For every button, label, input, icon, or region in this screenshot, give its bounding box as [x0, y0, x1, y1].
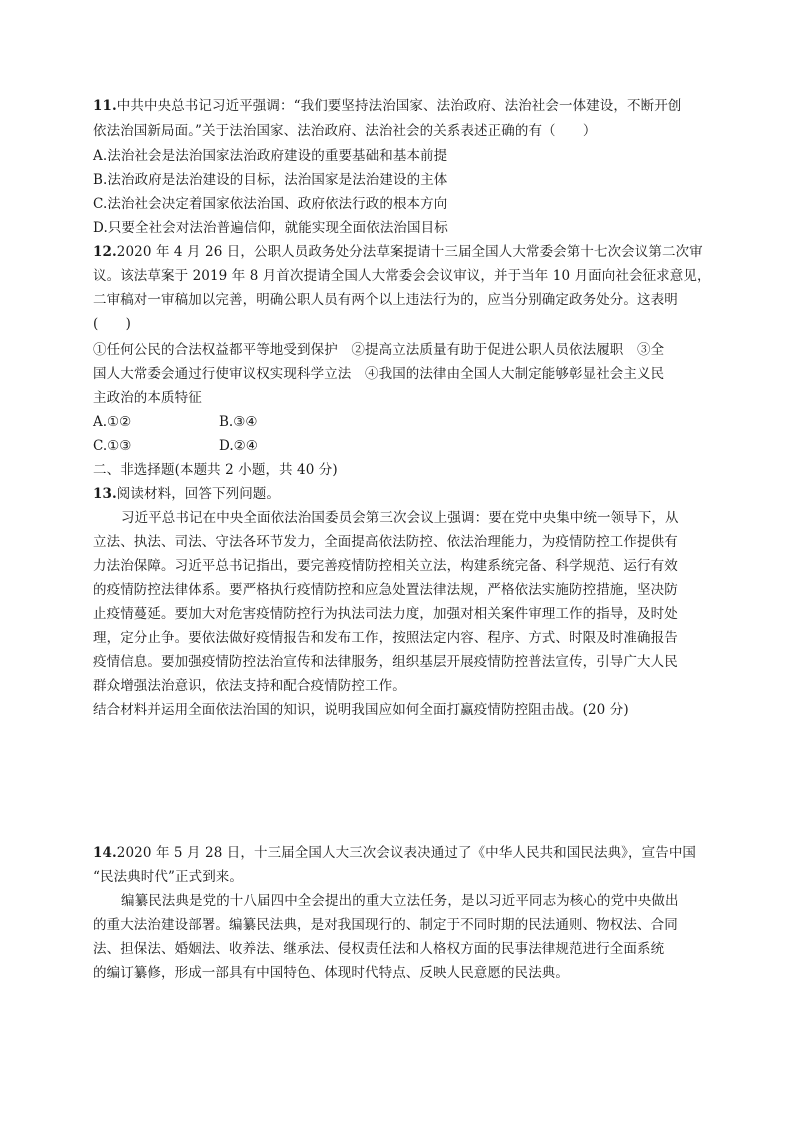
q11-stem-line2: 依法治国新局面。”关于法治国家、法治政府、法治社会的关系表述正确的有（ ）	[93, 123, 597, 139]
section2-heading: 二、非选择题(本题共 2 小题，共 40 分)	[93, 462, 338, 478]
q13-material-line: 止疫情蔓延。要加大对危害疫情防控行为执法司法力度，加强对相关案件审理工作的指导，及时处	[93, 606, 678, 622]
q14-material-line: 编纂民法典是党的十八届四中全会提出的重大立法任务，是以习近平同志为核心的党中央做出	[121, 893, 679, 909]
q11-number: 11.	[93, 98, 117, 114]
q13-material-line: 力法治保障。习近平总书记指出，要完善疫情防控相关立法，构建系统完备、科学规范、运行有效	[93, 558, 678, 574]
q13-number: 13.	[93, 486, 117, 502]
q11-stem-line1	[93, 96, 681, 116]
q12-answer-blank: ( )	[93, 316, 131, 332]
q12-stem-text1: 2020 年 4 月 26 日，公职人员政务处分法草案提请十三届全国人大常委会第十七次会议第二次审	[116, 244, 703, 260]
q12-statements-line3: 主政治的本质特征	[93, 390, 202, 406]
q13-material-line: 习近平总书记在中央全面依法治国委员会第三次会议上强调：要在党中央集中统一领导下，从	[121, 510, 679, 526]
q14-stem-line1	[93, 843, 696, 863]
q12-option-c: C.①③	[93, 438, 132, 454]
q14-material-line: 法、担保法、婚姻法、收养法、继承法、侵权责任法和人格权方面的民事法律规范进行全面系统	[93, 941, 665, 957]
q13-question: 结合材料并运用全面依法治国的知识，说明我国应如何全面打赢疫情防控阻击战。(20 分)	[93, 702, 629, 718]
q12-option-d: D.②④	[219, 438, 258, 454]
q14-number: 14.	[93, 845, 117, 861]
q14-material-line: 的编订纂修，形成一部具有中国特色、体现时代特点、反映人民意愿的民法典。	[93, 965, 569, 981]
q12-statements-line1: ①任何公民的合法权益都平等地受到保护 ②提高立法质量有助于促进公职人员依法履职 ③全	[93, 342, 665, 358]
q11-stem-text1: 中共中央总书记习近平强调：“我们要坚持法治国家、法治政府、法治社会一体建设，不断开创	[116, 98, 682, 114]
q12-option-b: B.③④	[219, 414, 258, 430]
q13-material-line: 理，定分止争。要依法做好疫情报告和发布工作，按照法定内容、程序、方式、时限及时准确报告	[93, 630, 678, 646]
q12-number: 12.	[93, 244, 117, 260]
q13-prompt: 阅读材料，回答下列问题。	[116, 486, 280, 502]
q11-option-b: B.法治政府是法治建设的目标，法治国家是法治建设的主体	[93, 172, 448, 188]
q12-stem-line1	[93, 242, 703, 262]
q12-stem-line3: 二审稿对一审稿加以完善，明确公职人员有两个以上违法行为的，应当分别确定政务处分。这表明	[93, 292, 678, 308]
q14-stem-line2: “民法典时代”正式到来。	[93, 869, 244, 885]
q12-option-a: A.①②	[93, 414, 132, 430]
q12-stem-line2: 议。该法草案于 2019 年 8 月首次提请全国人大常委会会议审议，并于当年 10 月面向社会征求意见，	[93, 268, 711, 284]
q12-statements-line2: 国人大常委会通过行使审议权实现科学立法 ④我国的法律由全国人大制定能够彰显社会主义民	[93, 366, 665, 382]
q13-material-line: 立法、执法、司法、守法各环节发力，全面提高依法防控、依法治理能力，为疫情防控工作提供有	[93, 534, 678, 550]
q14-material-line: 的重大法治建设部署。编纂民法典，是对我国现行的、制定于不同时期的民法通则、物权法、合同	[93, 917, 678, 933]
q11-option-c: C.法治社会决定着国家依法治国、政府依法行政的根本方向	[93, 196, 448, 212]
q13-material-line: 疫情信息。要加强疫情防控法治宣传和法律服务，组织基层开展疫情防控普法宣传，引导广大人民	[93, 654, 678, 670]
q11-option-d: D.只要全社会对法治普遍信仰，就能实现全面依法治国目标	[93, 220, 448, 236]
q11-option-a: A.法治社会是法治国家法治政府建设的重要基础和基本前提	[93, 148, 448, 164]
q13-material-line: 的疫情防控法律体系。要严格执行疫情防控和应急处置法律法规，严格依法实施防控措施，坚决防	[93, 582, 678, 598]
q13-prompt-line	[93, 484, 280, 504]
q13-material-line: 群众增强法治意识，依法支持和配合疫情防控工作。	[93, 678, 406, 694]
q14-stem-text1: 2020 年 5 月 28 日，十三届全国人大三次会议表决通过了《中华人民共和国民法典》，宣告中国	[116, 845, 697, 861]
